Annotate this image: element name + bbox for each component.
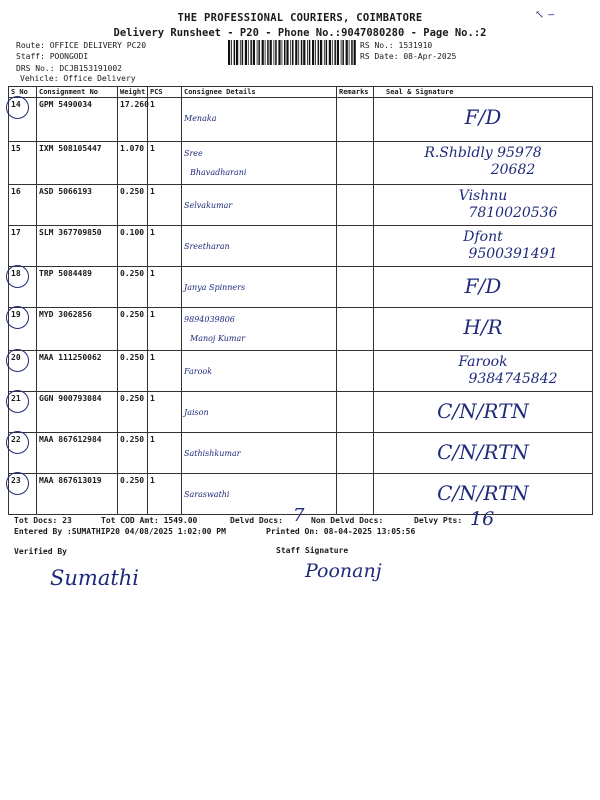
table-header-row bbox=[9, 87, 593, 98]
consignment-number: GGN 900793084 bbox=[37, 392, 118, 433]
pieces: 1 bbox=[148, 185, 182, 226]
verified-by-label: Verified By bbox=[14, 547, 67, 556]
barcode-bar bbox=[351, 40, 353, 65]
hand-drawn-circle bbox=[6, 431, 29, 454]
delivered-docs-value: 7 bbox=[293, 505, 305, 526]
barcode-bar bbox=[309, 40, 311, 65]
drs-number: DRS No.: DCJB153191002 bbox=[16, 64, 122, 73]
consignee-line-1: Sree bbox=[184, 149, 203, 158]
serial-number-text: 21 bbox=[11, 394, 21, 403]
seal-signature bbox=[374, 351, 593, 392]
barcode-bar bbox=[312, 40, 314, 65]
consignee-details bbox=[182, 308, 337, 351]
seal-signature bbox=[374, 433, 593, 474]
staff-label: Staff: POONGODI bbox=[16, 52, 89, 61]
seal-line-1: Farook bbox=[458, 354, 508, 370]
hand-drawn-circle bbox=[6, 96, 29, 119]
barcode-bar bbox=[236, 40, 238, 65]
consignee-line-1: Selvakumar bbox=[184, 201, 233, 210]
pieces: 1 bbox=[148, 226, 182, 267]
serial-number-text: 19 bbox=[11, 310, 21, 319]
barcode-bar bbox=[284, 40, 286, 65]
seal-line-1: R.Shbldly 95978 bbox=[424, 145, 542, 161]
rs-number: RS No.: 1531910 bbox=[360, 41, 433, 50]
barcode-bar bbox=[303, 40, 305, 65]
barcode-bar bbox=[341, 40, 342, 65]
serial-number bbox=[9, 308, 37, 351]
serial-number-text: 23 bbox=[11, 476, 21, 485]
barcode-bar bbox=[242, 40, 244, 65]
barcode-bar bbox=[234, 40, 236, 65]
remarks-cell bbox=[337, 98, 374, 142]
consignee-line-1: Sreetharan bbox=[184, 242, 230, 251]
runsheet-table bbox=[8, 86, 593, 515]
seal-signature bbox=[374, 308, 593, 351]
staff-signature-label: Staff Signature bbox=[276, 546, 349, 555]
consignee-line-1: 9894039806 bbox=[184, 315, 235, 324]
barcode-bar bbox=[262, 40, 264, 65]
consignee-details bbox=[182, 474, 337, 515]
pieces: 1 bbox=[148, 308, 182, 351]
barcode-bar bbox=[275, 40, 277, 65]
remarks-cell bbox=[337, 474, 374, 515]
barcode-bar bbox=[231, 40, 232, 65]
pieces: 1 bbox=[148, 474, 182, 515]
consignee-details bbox=[182, 185, 337, 226]
barcode-bar bbox=[292, 40, 294, 65]
consignee-details bbox=[182, 226, 337, 267]
barcode-bar bbox=[270, 40, 272, 65]
barcode-bar bbox=[253, 40, 255, 65]
barcode-bar bbox=[337, 40, 339, 65]
consignee-line-1: Sathishkumar bbox=[184, 449, 241, 458]
pieces: 1 bbox=[148, 433, 182, 474]
barcode-bar bbox=[298, 40, 299, 65]
column-header: S No bbox=[9, 87, 37, 98]
consignee-details bbox=[182, 351, 337, 392]
barcode-bar bbox=[274, 40, 275, 65]
seal-line-2: 7810020536 bbox=[468, 205, 558, 221]
non-delivered-docs-label: Non Delvd Docs: bbox=[311, 516, 384, 525]
consignee-details bbox=[182, 392, 337, 433]
serial-number bbox=[9, 98, 37, 142]
serial-number-text: 16 bbox=[11, 187, 21, 196]
consignee-details bbox=[182, 98, 337, 142]
delivered-docs-label: Delvd Docs: bbox=[230, 516, 283, 525]
remarks-cell bbox=[337, 308, 374, 351]
staff-signature: Poonanj bbox=[305, 560, 382, 582]
total-docs: Tot Docs: 23 bbox=[14, 516, 72, 525]
serial-number bbox=[9, 226, 37, 267]
seal-signature bbox=[374, 98, 593, 142]
hand-drawn-circle bbox=[6, 265, 29, 288]
hand-drawn-circle bbox=[6, 306, 29, 329]
serial-number-text: 17 bbox=[11, 228, 21, 237]
weight: 17.260 bbox=[118, 98, 148, 142]
column-header: PCS bbox=[148, 87, 182, 98]
pieces: 1 bbox=[148, 392, 182, 433]
barcode-bar bbox=[295, 40, 297, 65]
pieces: 1 bbox=[148, 142, 182, 185]
seal-line-2: 9384745842 bbox=[468, 371, 558, 387]
seal-line-2: 20682 bbox=[490, 162, 536, 178]
seal-line-1: F/D bbox=[464, 105, 502, 129]
barcode-bar bbox=[342, 40, 344, 65]
seal-line-1: H/R bbox=[463, 315, 503, 339]
table-row bbox=[9, 308, 593, 351]
consignment-number: TRP 5084489 bbox=[37, 267, 118, 308]
barcode-bar bbox=[257, 40, 258, 65]
remarks-cell bbox=[337, 351, 374, 392]
consignee-line-1: Farook bbox=[184, 367, 213, 376]
seal-line-2: 9500391491 bbox=[468, 246, 558, 262]
consignee-line-1: Janya Spinners bbox=[184, 283, 246, 292]
consignment-number: MAA 867612984 bbox=[37, 433, 118, 474]
serial-number bbox=[9, 433, 37, 474]
seal-signature bbox=[374, 185, 593, 226]
serial-number-text: 20 bbox=[11, 353, 21, 362]
serial-number bbox=[9, 185, 37, 226]
barcode-bar bbox=[326, 40, 328, 65]
pieces: 1 bbox=[148, 351, 182, 392]
barcode-bar bbox=[315, 40, 316, 65]
consignment-number: SLM 367709850 bbox=[37, 226, 118, 267]
total-cod-amount: Tot COD Amt: 1549.00 bbox=[101, 516, 198, 525]
seal-signature bbox=[374, 142, 593, 185]
barcode-bar bbox=[248, 40, 249, 65]
remarks-cell bbox=[337, 392, 374, 433]
serial-number-text: 18 bbox=[11, 269, 21, 278]
corner-pen-mark: ↖ ‒ bbox=[535, 8, 555, 21]
weight: 1.070 bbox=[118, 142, 148, 185]
seal-line-1: Vishnu bbox=[458, 188, 508, 204]
barcode-bar bbox=[349, 40, 350, 65]
delivery-points-value: 16 bbox=[470, 508, 495, 530]
entered-by: Entered By :SUMATHIP20 04/08/2025 1:02:00 PM bbox=[14, 527, 226, 536]
table-row bbox=[9, 351, 593, 392]
remarks-cell bbox=[337, 185, 374, 226]
consignment-number: MAA 867613019 bbox=[37, 474, 118, 515]
column-header: Consignee Details bbox=[182, 87, 337, 98]
barcode-bar bbox=[267, 40, 269, 65]
consignee-line-1: Menaka bbox=[184, 114, 217, 123]
table-row bbox=[9, 185, 593, 226]
barcode-bar bbox=[320, 40, 322, 65]
barcode-image bbox=[228, 40, 358, 65]
seal-line-1: C/N/RTN bbox=[437, 440, 529, 464]
table-row bbox=[9, 142, 593, 185]
table-row bbox=[9, 98, 593, 142]
weight: 0.250 bbox=[118, 351, 148, 392]
rs-date: RS Date: 08-Apr-2025 bbox=[360, 52, 457, 61]
barcode-bar bbox=[258, 40, 260, 65]
printed-on: Printed On: 08-04-2025 13:05:56 bbox=[266, 527, 416, 536]
consignee-details bbox=[182, 433, 337, 474]
barcode-bar bbox=[286, 40, 288, 65]
vehicle-label: Vehicle: Office Delivery bbox=[20, 74, 136, 83]
barcode-bar bbox=[318, 40, 320, 65]
column-header: Weight bbox=[118, 87, 148, 98]
delivery-points-label: Delvy Pts: bbox=[414, 516, 463, 525]
pieces: 1 bbox=[148, 98, 182, 142]
table-row bbox=[9, 226, 593, 267]
hand-drawn-circle bbox=[6, 349, 29, 372]
column-header: Remarks bbox=[337, 87, 374, 98]
route-label: Route: OFFICE DELIVERY PC20 bbox=[16, 41, 147, 50]
barcode-bar bbox=[301, 40, 303, 65]
consignment-number: ASD 5066193 bbox=[37, 185, 118, 226]
consignee-details bbox=[182, 267, 337, 308]
hand-drawn-circle bbox=[6, 472, 29, 495]
table-row bbox=[9, 433, 593, 474]
weight: 0.100 bbox=[118, 226, 148, 267]
serial-number-text: 22 bbox=[11, 435, 21, 444]
barcode-bar bbox=[354, 40, 356, 65]
barcode-bar bbox=[228, 40, 230, 65]
seal-line-1: Dfont bbox=[463, 229, 503, 245]
remarks-cell bbox=[337, 433, 374, 474]
serial-number bbox=[9, 351, 37, 392]
weight: 0.250 bbox=[118, 308, 148, 351]
consignee-line-2: Manoj Kumar bbox=[190, 334, 246, 343]
seal-line-1: C/N/RTN bbox=[437, 399, 529, 423]
remarks-cell bbox=[337, 267, 374, 308]
consignment-number: GPM 5490034 bbox=[37, 98, 118, 142]
consignee-line-2: Bhavadharani bbox=[190, 168, 247, 177]
weight: 0.250 bbox=[118, 433, 148, 474]
weight: 0.250 bbox=[118, 267, 148, 308]
consignee-line-1: Saraswathi bbox=[184, 490, 230, 499]
barcode-bar bbox=[265, 40, 266, 65]
barcode-bar bbox=[329, 40, 331, 65]
barcode-bar bbox=[245, 40, 247, 65]
serial-number bbox=[9, 267, 37, 308]
runsheet-subtitle: Delivery Runsheet - P20 - Phone No.:9047080280 - Page No.:2 bbox=[113, 27, 487, 39]
remarks-cell bbox=[337, 142, 374, 185]
seal-line-1: C/N/RTN bbox=[437, 481, 529, 505]
hand-drawn-circle bbox=[6, 390, 29, 413]
barcode-bar bbox=[332, 40, 333, 65]
barcode-bar bbox=[278, 40, 280, 65]
pieces: 1 bbox=[148, 267, 182, 308]
column-header: Seal & Signature bbox=[374, 87, 593, 98]
barcode-bar bbox=[324, 40, 325, 65]
runsheet-title: THE PROFESSIONAL COURIERS, COIMBATORE bbox=[177, 12, 423, 24]
barcode-bar bbox=[334, 40, 336, 65]
consignment-number: IXM 508105447 bbox=[37, 142, 118, 185]
seal-signature bbox=[374, 267, 593, 308]
barcode-bar bbox=[240, 40, 241, 65]
remarks-cell bbox=[337, 226, 374, 267]
seal-signature bbox=[374, 392, 593, 433]
barcode-bar bbox=[250, 40, 252, 65]
barcode-bar bbox=[346, 40, 348, 65]
weight: 0.250 bbox=[118, 392, 148, 433]
weight: 0.250 bbox=[118, 474, 148, 515]
verified-by-signature: Sumathi bbox=[50, 566, 140, 590]
consignment-number: MYD 3062856 bbox=[37, 308, 118, 351]
table-row bbox=[9, 267, 593, 308]
barcode-bar bbox=[282, 40, 283, 65]
consignment-number: MAA 111250062 bbox=[37, 351, 118, 392]
weight: 0.250 bbox=[118, 185, 148, 226]
barcode-bar bbox=[307, 40, 308, 65]
consignee-line-1: Jaison bbox=[184, 408, 209, 417]
seal-line-1: F/D bbox=[464, 274, 502, 298]
column-header: Consignment No bbox=[37, 87, 118, 98]
table-row bbox=[9, 392, 593, 433]
serial-number bbox=[9, 392, 37, 433]
consignee-details bbox=[182, 142, 337, 185]
serial-number-text: 15 bbox=[11, 144, 21, 153]
serial-number bbox=[9, 474, 37, 515]
barcode-bar bbox=[290, 40, 291, 65]
serial-number-text: 14 bbox=[11, 100, 21, 109]
seal-signature bbox=[374, 226, 593, 267]
serial-number bbox=[9, 142, 37, 185]
